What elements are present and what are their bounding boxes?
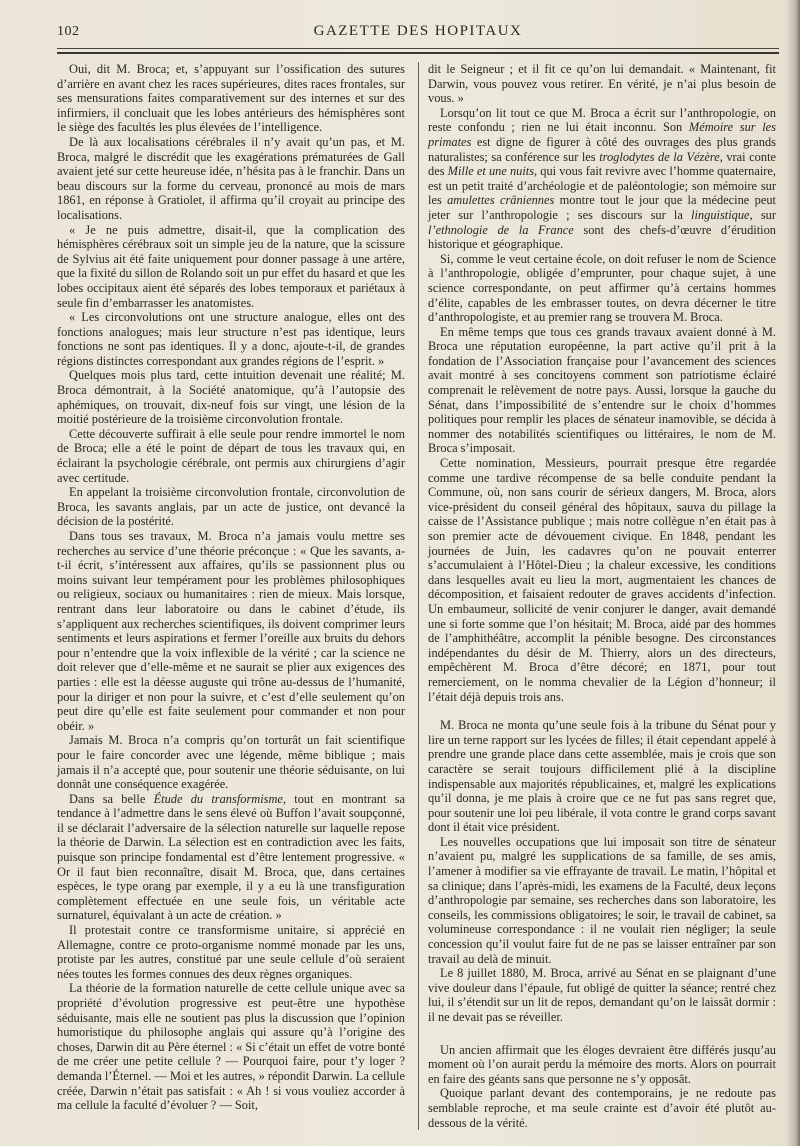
italic-title: amulettes crâniennes (447, 193, 555, 208)
italic-title: Mémoire sur les primates (428, 120, 776, 149)
paragraph: En appelant la troisième circonvolution frontale, circonvolution de Broca, les savants anglais, par un acte de justice, ont devancé la décision de la postérité. (57, 485, 405, 529)
left-column (57, 62, 405, 1113)
italic-title: Étude du transformisme (153, 791, 283, 806)
paragraph: « Je ne puis admettre, disait-il, que la complication des hémisphères cérébraux soit un simple jeu de la nature, que la scissure de Sylvius ait été faite uniquement pour donner passage à une artère, que la fixité du sillon de Rolando soit un pur effet du hasard et que les lobes occipitaux aient été séparés des lobes temporaux et pariétaux à seule fin d’embarrasser les anatomistes. (57, 222, 405, 310)
paragraph: Dans tous ses travaux, M. Broca n’a jamais voulu mettre ses recherches au service d’une théorie préconçue : « Que les savants, a-t-il écrit, s’intéressent aux affaires, qu’ils se passionnent plus ou moins suivant leur tempérament pour les problèmes philosophiques ou religieux, sociaux ou humanitaires : rien de mieux. Mais lorsque, rentrant dans leur laboratoire ou dans le cabinet d’étude, ils s’appliquent aux recherches scientifiques, ils doivent comprimer leurs sentiments et leurs aspirations et fermer l’oreille aux bruits du dehors pour n’entendre que la voix inflexible de la vérité ; car la science ne doit relever que d’elle-même et ne saurait se plier aux exigences des parties : elle est la déesse auguste qui trône au-dessus de l’humanité, pour la diriger et non pour la suivre, et c’est d’elle seulement qu’on peut dire qu’elle est faite seulement pour commander et non pour obéir. » (57, 529, 405, 733)
page-number: 102 (57, 24, 80, 39)
paragraph: M. Broca ne monta qu’une seule fois à la tribune du Sénat pour y lire un terne rapport sur les lycées de filles; il était cependant appelé à prendre une grande place dans cette assemblée, mais je crois que son caractère se serait toujours difficilement plié à la discipline indispensable aux majorités républicaines, et, malgré les explications qu’il donna, je me plais à croire que ce ne fut pas sans regret que, pour soutenir une loi peu libérale, il vota contre le grand corps savant dont il était vice président. (428, 718, 776, 835)
paragraph: Cette découverte suffirait à elle seule pour rendre immortel le nom de Broca; elle a été le point de départ de tous les travaux qui, en éclairant la psychologie cérébrale, ont permis aux chirurgiens d’agir avec certitude. (57, 426, 405, 485)
header-rule-thick (57, 52, 779, 54)
paragraph: Cette nomination, Messieurs, pourrait presque être regardée comme une tardive récompense de sa belle conduite pendant la Commune, où, non sans courir de sérieux dangers, M. Broca, alors vice-président du conseil général des hôpitaux, sauva du pillage la caisse de l’Assistance publique ; mais notre collègue n’en était pas à son premier acte de dévouement civique. En 1848, pendant les journées de Juin, les cadavres qu’on ne pouvait enterrer s’accumulaient à l’Hôtel-Dieu ; la chaleur excessive, les conditions dans lesquelles avait eu lieu la mort, augmentaient les chances de décomposition, et faisaient redouter de graves accidents d’infection. Un embaumeur, sollicité de venir conjurer le danger, avait demandé une si forte somme que l’on hésitait; M. Broca, aidé par des hommes de l’amphithéâtre, accomplit la pénible besogne. Des circonstances indépendantes du désir de M. Thierry, alors un des directeurs, empêchèrent M. Broca d’être décoré; en 1871, pour tout remerciement, on le nomma chevalier de la Légion d’honneur; il l’était déjà depuis trois ans. (428, 456, 776, 704)
paragraph: Quoique parlant devant des contemporains, je ne redoute pas semblable reproche, et ma seule crainte est d’avoir été plutôt au-dessous de la vérité. (428, 1086, 776, 1130)
paragraph: Lorsqu’on lit tout ce que M. Broca a écrit sur l’anthropologie, on reste confondu ; rien ne lui était inconnu. Son Mémoire sur les primates est digne de figurer à côté des ouvrages des plus grands naturalistes; sa conférence sur les troglodytes de la Vézère, vrai conte des Mille et une nuits, qui vous fait revivre avec l’homme quaternaire, est un petit traité d’archéologie et de paléontologie; son mémoire sur les amulettes crâniennes montre tout le jour que la médecine peut jeter sur l’anthropologie ; ses discours sur la linguistique, sur l’ethnologie de la France sont des chefs-d’œuvre d’érudition historique et géographique. (428, 105, 777, 252)
column-divider (418, 62, 419, 1130)
italic-title: Mille et une nuits (447, 164, 535, 179)
paragraph: Si, comme le veut certaine école, on doit refuser le nom de Science à l’anthropologie, obligée d’emprunter, pour chaque sujet, à une science correspondante, on peut affirmer qu’à certains hommes d’élite, capables de les embrasser toutes, on devra décerner le titre d’anthropologiste, et au premier rang se trouvera M. Broca. (428, 251, 776, 325)
paragraph: Il protestait contre ce transformisme unitaire, si apprécié en Allemagne, contre ce proto-organisme nommé monade par les uns, protiste par les autres, constitué par une seule cellule d’où seraient nées toutes les formes connues des deux règnes organiques. (57, 923, 405, 981)
paragraph: Les nouvelles occupations que lui imposait son titre de sénateur n’avaient pu, malgré les supplications de sa famille, de ses amis, l’amener à modifier sa vie effrayante de travail. Le matin, l’hôpital et sa clinique; dans l’après-midi, les examens de la Faculté, deux leçons d’anthropologie par semaine, ses recherches dans son laboratoire, les conseils, les commissions obligatoires; le soir, le travail de cabinet, sa volumineuse correspondance : il ne voulait rien négliger; la seule concession qu’il voulut faire fut de ne pas se laisser entraîner par son travail au delà de minuit. (428, 834, 776, 966)
paragraph: Oui, dit M. Broca; et, s’appuyant sur l’ossification des sutures d’arrière en avant chez les races supérieures, dites races frontales, sur ses mensurations faites comparativement sur des internes et sur des infirmiers, il concluait que les lobes antérieurs des hémisphères sont le siège des facultés les plus élevées de l’intelligence. (57, 62, 405, 135)
paragraph: En même temps que tous ces grands travaux avaient donné à M. Broca une réputation européenne, la part active qu’il prit à la fondation de l’Association française pour l’avancement des sciences avait montré à ses concitoyens comment son patriotisme éclairé comprenait le relèvement de notre pays. Aussi, lorsque la gauche du Sénat, dans l’impossibilité de s’entendre sur le choix d’hommes politiques pour remplir les places de sénateur inamovible, se décida à nommer des notabilités scientifiques ou littéraires, le nom de M. Broca s’imposait. (428, 324, 776, 456)
paragraph: Dans sa belle Étude du transformisme, tout en montrant sa tendance à l’admettre dans le sens élevé où Buffon l’avait soupçonné, il se déclarait l’adversaire de la sélection naturelle sur laquelle repose la théorie de Darwin. La sélection est en contradiction avec les faits, puisque son principe fondamental est d’être lentement progressive. « Or il faut bien reconnaître, disait M. Broca, que, dans certaines espèces, le type orang par exemple, il y a eu là une transfiguration complètement effectuée en une seule fois, un véritable acte surnaturel, équivalant à un acte de création. » (57, 791, 405, 923)
page-header (57, 20, 779, 44)
paragraph: dit le Seigneur ; et il fit ce qu’on lui demandait. « Maintenant, fit Darwin, vous pouvez vous retirer. En vérité, je n’ai plus besoin de vous. » (428, 62, 776, 106)
header-rule-thin (57, 48, 779, 49)
paragraph: Un ancien affirmait que les éloges devraient être différés jusqu’au moment où l’on aurait perdu la mémoire des morts. Alors on pourrait en faire des géants sans que personne ne s’y opposât. (428, 1042, 776, 1086)
paragraph: Quelques mois plus tard, cette intuition devenait une réalité; M. Broca démontrait, à la Société anatomique, qu’à l’autopsie des aphémiques, on trouvait, dix-neuf fois sur vingt, une lésion de la moitié postérieure de la troisième circonvolution frontale. (57, 368, 405, 427)
paragraph: « Les circonvolutions ont une structure analogue, elles ont des fonctions analogues; mais leur structure n’est pas identique, leurs fonctions ne sont pas identiques. Il y a donc, ajoute-t-il, de grandes régions distinctes correspondant aux grandes régions de l’esprit. » (57, 310, 405, 368)
italic-title: linguistique (691, 207, 750, 222)
paragraph: La théorie de la formation naturelle de cette cellule unique avec sa propriété d’évolution progressive est peut-être une hypothèse séduisante, mais elle ne soutient pas plus la discussion que l’opinion humoristique du philosophe anglais qui assure qu’à l’origine des choses, Darwin dit au Père éternel : « Si c’était un effet de votre bonté de me créer une petite cellule ? — Pourquoi faire, pour t’y loger ? demanda l’Éternel. — Moi et les autres, » répondit Darwin. La cellule créée, Darwin n’était pas satisfait : « Ah ! si vous vouliez accorder à ma cellule la faculté d’évoluer ? — Soit, (57, 981, 405, 1113)
italic-title: troglodytes de la Vézère (599, 149, 720, 164)
journal-title: GAZETTE DES HOPITAUX (313, 23, 523, 39)
paragraph: De là aux localisations cérébrales il n’y avait qu’un pas, et M. Broca, malgré le discrédit que les exagérations prématurées de Gall avaient jeté sur cette heureuse idée, n’hésita pas à le franchir. Dans un beau discours sur la forme du cerveau, prononcé au mois de mars 1861, en réponse à Gratiolet, il affirma qu’il croyait au principe des localisations. (57, 134, 405, 222)
page-edge-shadow (786, 0, 800, 1146)
italic-title: l’ethnologie de la France (428, 222, 574, 237)
right-column (428, 62, 776, 1130)
paragraph: Le 8 juillet 1880, M. Broca, arrivé au Sénat en se plaignant d’une vive douleur dans l’épaule, fut obligé de quitter la séance; rentré chez lui, il s’étendit sur un lit de repos, demandant qu’on le laissât dormir : il ne devait pas se réveiller. (428, 966, 776, 1024)
paragraph: Jamais M. Broca n’a compris qu’on torturât un fait scientifique pour le faire concorder avec une légende, même biblique ; mais jamais il n’a accepté que, pour soutenir une théorie séduisante, on lui donnât une conséquence exagérée. (57, 733, 405, 792)
